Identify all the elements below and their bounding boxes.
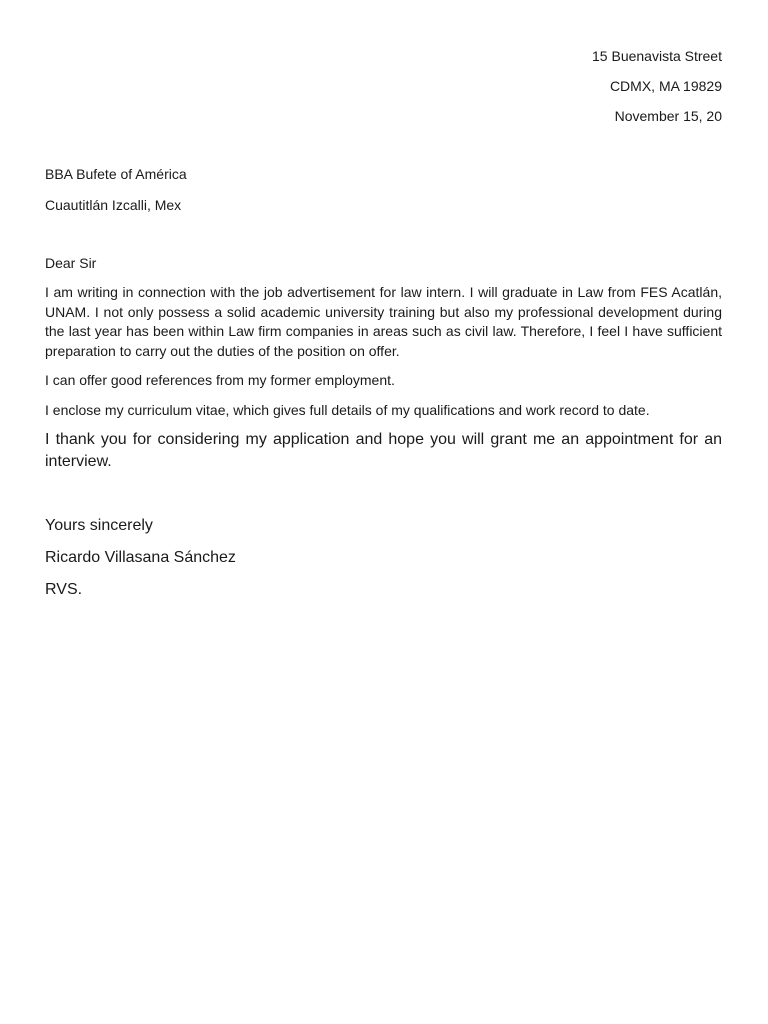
signature-initials: RVS. [45, 581, 83, 598]
body-paragraph-thanks: I thank you for considering my application and hope you will grant me an appointment for an interview. [45, 431, 722, 470]
salutation: Dear Sir [45, 255, 97, 271]
recipient-address-block [45, 162, 187, 224]
recipient-name: BBA Bufete of América [45, 166, 187, 182]
sender-city: CDMX, MA 19829 [609, 78, 722, 94]
sender-address-block [362, 44, 722, 134]
recipient-location: Cuautitlán Izcalli, Mex [45, 197, 182, 213]
letter-body [45, 283, 722, 473]
body-paragraph-enclosure: I enclose my curriculum vitae, which gives full details of my qualifications and work record to date. [45, 401, 650, 418]
letter-date: November 15, 20 [614, 108, 722, 124]
signature-name: Ricardo Villasana Sánchez [45, 549, 236, 566]
closing-block [45, 514, 236, 610]
body-paragraph-references: I can offer good references from my former employment. [45, 372, 395, 388]
sender-street: 15 Buenavista Street [592, 48, 722, 64]
body-paragraph-intro: I am writing in connection with the job advertisement for law intern. I will graduate in Law from FES Acatlán, UNAM. I not only possess a solid academic university training but also my professional development during the last year has been within Law firm companies in areas such as civil law. Therefore, I feel I have sufficient preparation to carry out the duties of the position on offer. [45, 284, 722, 359]
valediction: Yours sincerely [45, 517, 153, 534]
